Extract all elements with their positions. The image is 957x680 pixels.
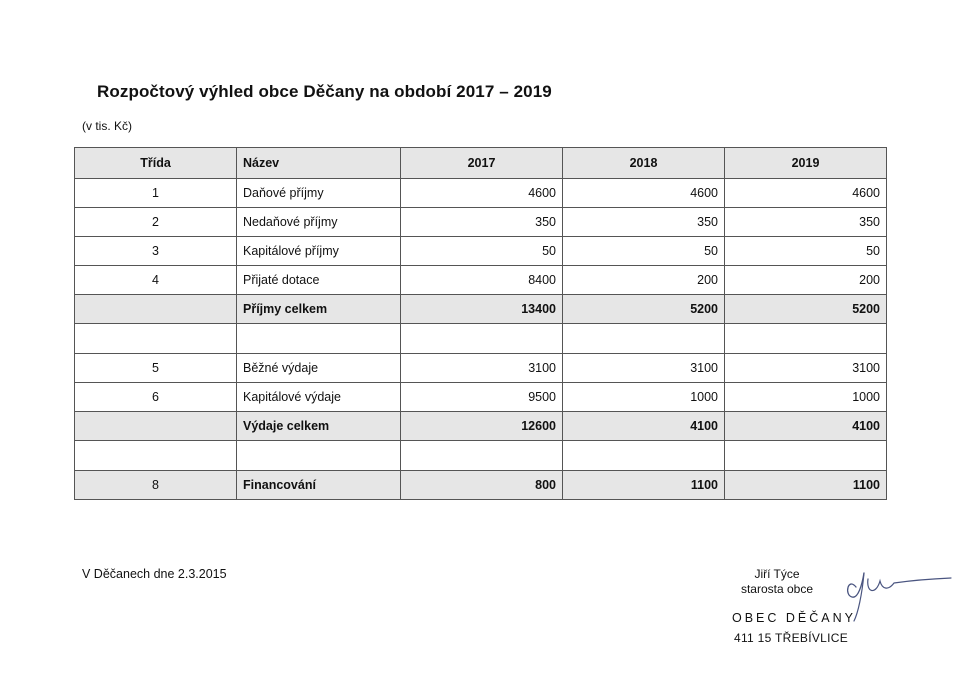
table-row-empty bbox=[75, 441, 887, 471]
cell-2017: 3100 bbox=[401, 354, 563, 383]
header-2018: 2018 bbox=[563, 148, 725, 179]
signer-role: starosta obce bbox=[740, 582, 814, 596]
cell-2017: 800 bbox=[401, 471, 563, 500]
cell-2018: 350 bbox=[563, 208, 725, 237]
cell-2018 bbox=[563, 441, 725, 471]
table-row bbox=[75, 266, 887, 295]
cell-name bbox=[237, 441, 401, 471]
cell-2017: 8400 bbox=[401, 266, 563, 295]
header-class: Třída bbox=[75, 148, 237, 179]
cell-2018: 1100 bbox=[563, 471, 725, 500]
cell-2019: 50 bbox=[725, 237, 887, 266]
cell-name: Výdaje celkem bbox=[237, 412, 401, 441]
cell-2018: 200 bbox=[563, 266, 725, 295]
cell-class: 2 bbox=[75, 208, 237, 237]
signer-name: Jiří Týce bbox=[754, 567, 800, 581]
cell-2018: 5200 bbox=[563, 295, 725, 324]
cell-2017 bbox=[401, 441, 563, 471]
cell-2019: 200 bbox=[725, 266, 887, 295]
place-date: V Děčanech dne 2.3.2015 bbox=[82, 567, 227, 581]
table-row bbox=[75, 179, 887, 208]
stamp-municipality: OBEC DĚČANY bbox=[732, 611, 856, 625]
cell-name: Přijaté dotace bbox=[237, 266, 401, 295]
table-row bbox=[75, 237, 887, 266]
cell-2019: 350 bbox=[725, 208, 887, 237]
cell-2019: 5200 bbox=[725, 295, 887, 324]
cell-2017: 50 bbox=[401, 237, 563, 266]
units-note: (v tis. Kč) bbox=[82, 119, 132, 133]
cell-class: 5 bbox=[75, 354, 237, 383]
handwritten-signature bbox=[838, 555, 953, 625]
cell-2017: 350 bbox=[401, 208, 563, 237]
cell-class: 6 bbox=[75, 383, 237, 412]
table-row-financing bbox=[75, 471, 887, 500]
cell-name: Nedaňové příjmy bbox=[237, 208, 401, 237]
cell-2019: 4600 bbox=[725, 179, 887, 208]
cell-name bbox=[237, 324, 401, 354]
document-title: Rozpočtový výhled obce Děčany na období 2017 – 2019 bbox=[97, 82, 552, 101]
cell-2017: 13400 bbox=[401, 295, 563, 324]
header-2019: 2019 bbox=[725, 148, 887, 179]
header-name: Název bbox=[237, 148, 401, 179]
cell-2017: 12600 bbox=[401, 412, 563, 441]
cell-2019: 3100 bbox=[725, 354, 887, 383]
cell-class bbox=[75, 295, 237, 324]
table-row-total-income bbox=[75, 295, 887, 324]
cell-name: Kapitálové výdaje bbox=[237, 383, 401, 412]
cell-class: 4 bbox=[75, 266, 237, 295]
table-row-empty bbox=[75, 324, 887, 354]
cell-2018 bbox=[563, 324, 725, 354]
cell-2018: 3100 bbox=[563, 354, 725, 383]
cell-class: 8 bbox=[75, 471, 237, 500]
cell-2018: 4600 bbox=[563, 179, 725, 208]
cell-2017: 9500 bbox=[401, 383, 563, 412]
cell-2019 bbox=[725, 324, 887, 354]
table-row bbox=[75, 208, 887, 237]
table-row bbox=[75, 354, 887, 383]
header-2017: 2017 bbox=[401, 148, 563, 179]
cell-2018: 1000 bbox=[563, 383, 725, 412]
cell-name: Daňové příjmy bbox=[237, 179, 401, 208]
cell-2019: 1000 bbox=[725, 383, 887, 412]
cell-2017: 4600 bbox=[401, 179, 563, 208]
cell-2017 bbox=[401, 324, 563, 354]
cell-2019 bbox=[725, 441, 887, 471]
cell-class bbox=[75, 412, 237, 441]
cell-2018: 4100 bbox=[563, 412, 725, 441]
cell-2018: 50 bbox=[563, 237, 725, 266]
table-row-total-expenses bbox=[75, 412, 887, 441]
table-row bbox=[75, 383, 887, 412]
cell-2019: 1100 bbox=[725, 471, 887, 500]
cell-name: Příjmy celkem bbox=[237, 295, 401, 324]
cell-class bbox=[75, 324, 237, 354]
table-header-row bbox=[75, 148, 887, 179]
cell-2019: 4100 bbox=[725, 412, 887, 441]
cell-name: Kapitálové příjmy bbox=[237, 237, 401, 266]
cell-class: 1 bbox=[75, 179, 237, 208]
cell-class: 3 bbox=[75, 237, 237, 266]
cell-name: Běžné výdaje bbox=[237, 354, 401, 383]
budget-table bbox=[74, 147, 887, 500]
cell-name: Financování bbox=[237, 471, 401, 500]
cell-class bbox=[75, 441, 237, 471]
signer-block bbox=[725, 567, 829, 597]
stamp-address: 411 15 TŘEBÍVLICE bbox=[734, 631, 849, 645]
